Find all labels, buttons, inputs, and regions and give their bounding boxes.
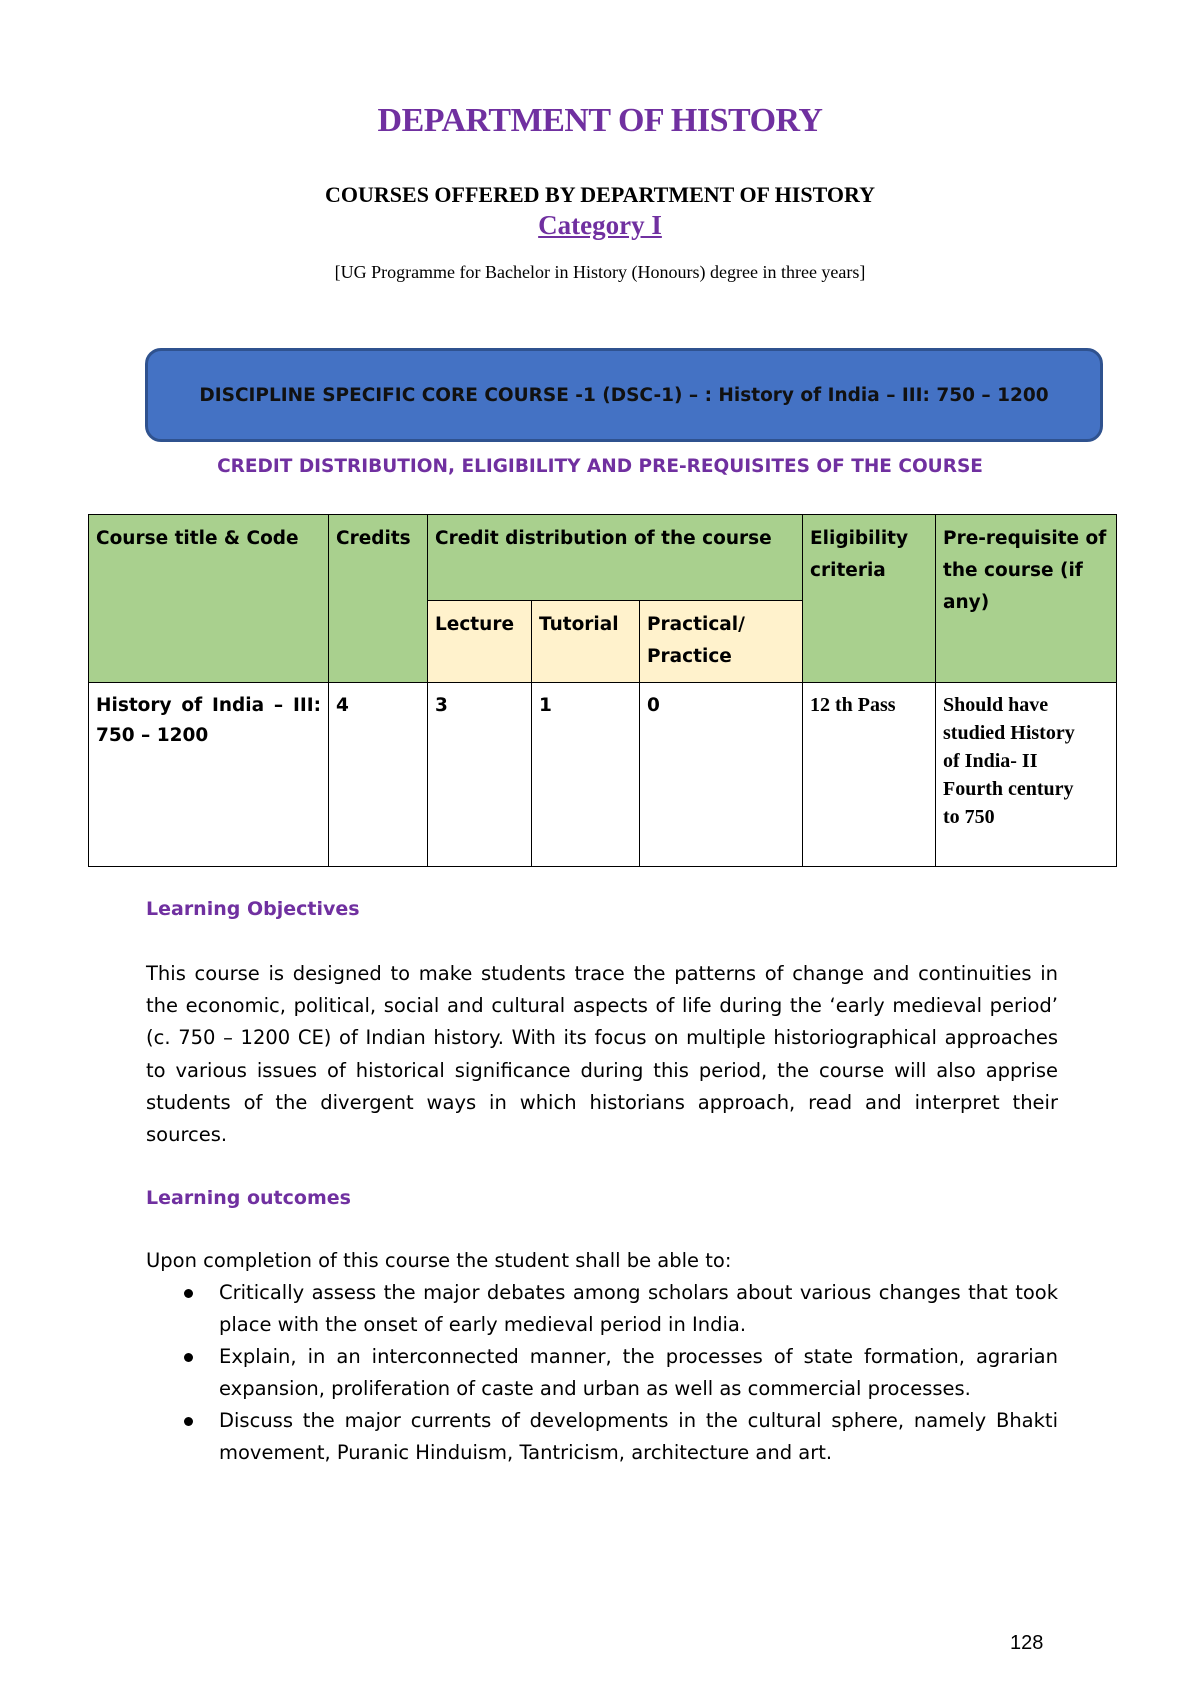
credit-distribution-heading: CREDIT DISTRIBUTION, ELIGIBILITY AND PRE-REQUISITES OF THE COURSE — [217, 456, 983, 477]
cell-eligibility: 12 th Pass — [803, 683, 936, 867]
list-item-text: Explain, in an interconnected manner, the processes of state formation, agrarian expansion, proliferation of caste and urban as well as commercial processes. — [219, 1345, 1058, 1400]
learning-objectives-text: This course is designed to make students trace the patterns of change and continuities in the economic, political, social and cultural aspects of life during the ‘early medieval period’ (c. 750 – 1200 CE) of Indian history. With its focus on multiple historiographical approaches to various issues of historical significance during this period, the course will also apprise students of the divergent ways in which historians approach, read and interpret their sources. — [146, 962, 1058, 1147]
header-course-title-code: Course title & Code — [89, 515, 329, 683]
header-credits: Credits — [329, 515, 428, 683]
list-item-text: Discuss the major currents of developments in the cultural sphere, namely Bhakti movement, Puranic Hinduism, Tantricism, architecture and art. — [219, 1409, 1058, 1464]
learning-outcomes-intro: Upon completion of this course the student shall be able to: — [146, 1249, 732, 1272]
header-credit-distribution: Credit distribution of the course — [428, 515, 803, 601]
header-lecture: Lecture — [428, 601, 532, 683]
cell-lecture: 3 — [428, 683, 532, 867]
cell-credits: 4 — [329, 683, 428, 867]
list-item — [146, 1405, 1058, 1469]
cell-tutorial: 1 — [532, 683, 640, 867]
list-item — [146, 1277, 1058, 1341]
bullet-icon — [184, 1289, 193, 1298]
learning-outcomes-list — [146, 1277, 1058, 1469]
header-eligibility: Eligibility criteria — [803, 515, 936, 683]
courses-heading: COURSES OFFERED BY DEPARTMENT OF HISTORY — [325, 182, 875, 207]
bullet-icon — [184, 1417, 193, 1426]
header-practical: Practical/ Practice — [640, 601, 803, 683]
dsc-course-title: DISCIPLINE SPECIFIC CORE COURSE -1 (DSC-1) – : History of India – III: 750 – 1200 — [199, 384, 1049, 406]
category-label: Category I — [538, 210, 662, 240]
table-row — [89, 683, 1117, 867]
list-item-text: Critically assess the major debates among scholars about various changes that took place with the onset of early medieval period in India. — [219, 1281, 1058, 1336]
dsc-course-banner — [145, 348, 1103, 442]
header-prerequisite: Pre-requisite of the course (if any) — [936, 515, 1117, 683]
header-tutorial: Tutorial — [532, 601, 640, 683]
department-title: DEPARTMENT OF HISTORY — [377, 102, 823, 139]
learning-outcomes-heading: Learning outcomes — [146, 1187, 351, 1209]
cell-practical: 0 — [640, 683, 803, 867]
page-number: 128 — [1010, 1632, 1044, 1654]
programme-note: [UG Programme for Bachelor in History (Honours) degree in three years] — [334, 262, 866, 282]
course-details-table — [88, 514, 1117, 867]
cell-course-title: History of India – III: 750 – 1200 — [89, 683, 329, 867]
bullet-icon — [184, 1353, 193, 1362]
list-item — [146, 1341, 1058, 1405]
learning-objectives-heading: Learning Objectives — [146, 898, 360, 920]
cell-prerequisite: Should have studied History of India- II Fourth century to 750 — [936, 683, 1117, 867]
